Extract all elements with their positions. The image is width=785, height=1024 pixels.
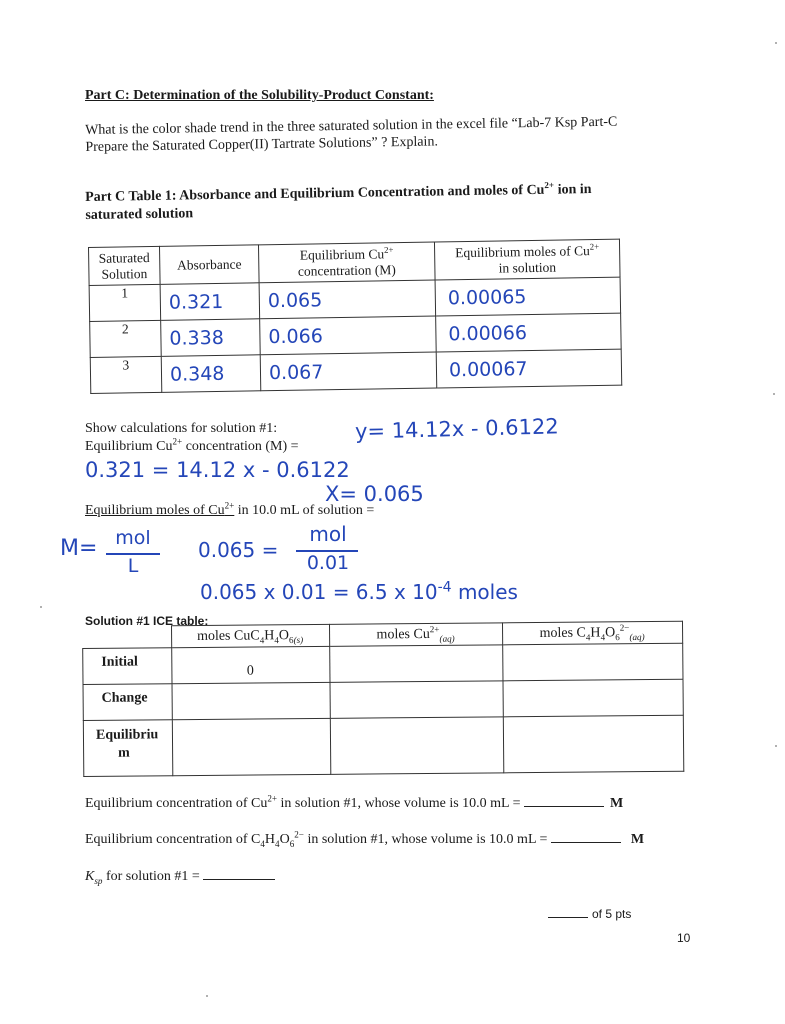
ice-equil-solid [172, 718, 330, 775]
ice-label-initial: Initial [83, 648, 172, 685]
row1-absorbance: 0.321 [160, 283, 260, 321]
ksp-question: $K_{sp}$ for solution #1 = [85, 867, 275, 885]
handwritten-moles-product: 0.065 x 0.01 = 6.5 x $10^{-4}$ moles [200, 579, 518, 604]
row2-absorbance: 0.338 [161, 319, 261, 357]
header-equilibrium-concentration: Equilibrium $Cu^{2+}$ concentration (M) [258, 242, 435, 283]
absorbance-table [88, 239, 622, 394]
header-equilibrium-moles: Equilibrium moles of $Cu^{2+}$ in solution [434, 239, 620, 280]
ice-equil-cu [330, 717, 503, 775]
ice-table-title: Solution #1 ICE table: [85, 614, 209, 628]
row2-moles: 0.00066 [436, 313, 622, 352]
ice-row-initial [83, 643, 683, 684]
question-line-1: What is the color shade trend in the three saturated solution in the excel file “Lab-7 Ksp Part-C [85, 114, 618, 138]
row3-concentration: 0.067 [260, 352, 437, 391]
ice-label-change: Change [83, 684, 172, 721]
ice-change-tartrate [502, 679, 682, 717]
eq-concentration-label: Equilibrium $Cu^{2+}$ concentration (M) = [85, 436, 299, 454]
handwritten-mol-numerator: mol [115, 527, 151, 549]
table1-title-post: ion in [554, 182, 592, 198]
ice-header-empty [83, 626, 172, 649]
ice-change-solid [172, 682, 330, 719]
row2-concentration: 0.066 [260, 316, 437, 355]
points-line: of 5 pts [548, 907, 631, 921]
scan-speck [206, 995, 208, 997]
row1-solution: 1 [89, 284, 161, 321]
ice-table [82, 621, 684, 777]
ice-initial-cu [329, 645, 502, 683]
handwritten-volume-denominator: 0.01 [306, 552, 350, 574]
scan-speck [775, 745, 777, 747]
ice-row-equilibrium [83, 715, 683, 776]
table1-title-line2: saturated solution [85, 206, 194, 223]
ksp-blank[interactable] [203, 867, 275, 880]
handwritten-mol-numerator-2: mol [309, 522, 347, 546]
table1-title-sup: 2+ [544, 179, 555, 191]
table1-title-text: Part C Table 1: Absorbance and Equilibrium Concentration and moles of Cu [85, 182, 545, 205]
ice-header-cuc4h4o6: moles $CuC_4H_4O_{6(s)}$ [171, 624, 329, 647]
scan-speck [773, 393, 775, 395]
header-saturated-solution: Saturated Solution [89, 246, 161, 285]
ice-initial-solid: 0 [171, 646, 329, 683]
handwritten-x-result: X= 0.065 [325, 482, 424, 506]
show-calculations-label: Show calculations for solution #1: [85, 421, 278, 436]
page-number: 10 [677, 931, 691, 945]
row1-concentration: 0.065 [259, 280, 436, 319]
table1-wrapper [88, 239, 622, 394]
handwritten-substitution: 0.321 = 14.12 x - 0.6122 [85, 458, 350, 482]
ice-row-change [83, 679, 683, 720]
row1-moles: 0.00065 [435, 277, 621, 316]
cu-concentration-question: Equilibrium concentration of $Cu^{2+}$ in solution #1, whose volume is 10.0 mL = M [85, 793, 624, 811]
eq-moles-label: Equilibrium moles of $Cu^{2+}$ in 10.0 mL of solution = [85, 500, 375, 518]
row2-solution: 2 [90, 320, 162, 357]
ice-label-equilibrium: Equilibriu m [83, 720, 172, 777]
color-trend-question [85, 114, 618, 156]
table1-title [85, 181, 592, 225]
part-c-heading: Part C: Determination of the Solubility-Product Constant: [85, 88, 434, 103]
header-absorbance: Absorbance [159, 245, 259, 285]
scan-speck [775, 42, 777, 44]
handwritten-conc-value: 0.065 = [198, 538, 279, 562]
scan-speck [40, 606, 42, 608]
ice-table-wrapper [82, 621, 684, 777]
cu-concentration-blank[interactable] [524, 794, 604, 807]
row3-solution: 3 [90, 356, 162, 393]
table-row [90, 349, 621, 393]
points-blank[interactable] [548, 907, 588, 918]
row3-moles: 0.00067 [436, 349, 622, 388]
tartrate-concentration-question: Equilibrium concentration of $C_4H_4O_6^{2-}$ in solution #1, whose volume is 10.0 mL = M [85, 829, 645, 849]
question-line-2: Prepare the Saturated Copper(II) Tartrate Solutions” ? Explain. [85, 134, 439, 155]
ice-initial-tartrate [502, 643, 682, 681]
ice-header-cu: moles $Cu^{2+}_{(aq)}$ [329, 623, 502, 647]
ice-change-cu [330, 681, 503, 719]
row3-absorbance: 0.348 [161, 355, 261, 393]
handwritten-L-denominator: L [127, 555, 139, 577]
calculations-section [85, 420, 299, 456]
ice-equil-tartrate [503, 715, 683, 773]
handwritten-molarity-lhs: M= [60, 536, 98, 561]
ice-header-tartrate: moles $C_4H_4O_6^{2-}_{(aq)}$ [502, 621, 682, 645]
handwritten-regression-equation: y= 14.12x - 0.6122 [354, 414, 559, 444]
tartrate-concentration-blank[interactable] [551, 830, 621, 843]
